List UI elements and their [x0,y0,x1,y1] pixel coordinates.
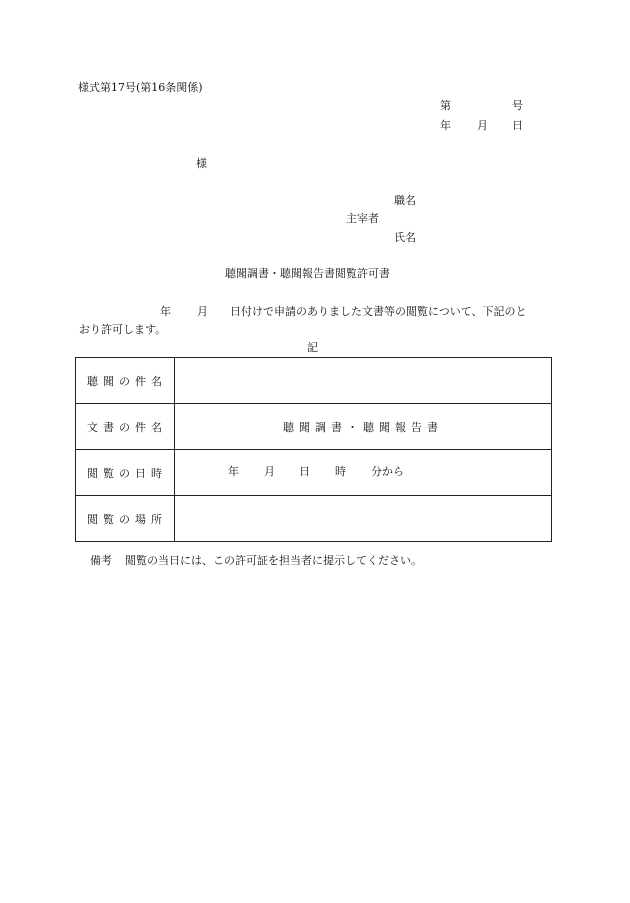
document-number-prefix: 第 [440,99,451,112]
body-date-year: 年 [160,305,171,318]
table-row [76,358,552,404]
row-label: 文書の件名 [76,404,175,450]
row-label: 聴聞の件名 [76,358,175,404]
note-text: 閲覧の当日には、この許可証を担当者に提示してください。 [125,554,422,567]
date-year-label: 年 [440,119,451,132]
sender-role-label: 主宰者 [346,212,379,225]
row-label: 閲覧の日時 [76,450,175,496]
datetime-month: 月 [264,465,275,478]
table-row [76,450,552,496]
row-label: 閲覧の場所 [76,496,175,542]
datetime-hour: 時 [335,465,346,478]
datetime-day: 日 [299,465,310,478]
form-number: 様式第17号(第16条関係) [78,81,203,94]
permit-table [75,357,552,542]
body-text-line1: 日付けで申請のありました文書等の閲覧について、下記のと [230,305,527,318]
document-number-suffix: 号 [512,99,523,112]
body-text-line2: おり許可します。 [79,323,167,336]
document-subject-field [175,404,552,450]
addressee-honorific: 様 [196,157,207,170]
date-month-label: 月 [477,119,488,132]
document-title: 聴聞調書・聴聞報告書閲覧許可書 [225,267,390,280]
note-label: 備考 [90,554,112,567]
datetime-year: 年 [228,465,239,478]
date-day-label: 日 [512,119,523,132]
viewing-place-field [175,496,552,542]
table-row [76,404,552,450]
sender-name-label: 氏名 [394,231,416,244]
datetime-minute: 分から [371,465,404,478]
hearing-subject-field [175,358,552,404]
body-date-month: 月 [197,305,208,318]
document-subject-value: 聴聞調書・聴聞報告書 [283,420,443,434]
ki-heading: 記 [307,341,318,354]
viewing-datetime-field [175,450,552,496]
sender-position-label: 職名 [394,194,416,207]
table-row [76,496,552,542]
